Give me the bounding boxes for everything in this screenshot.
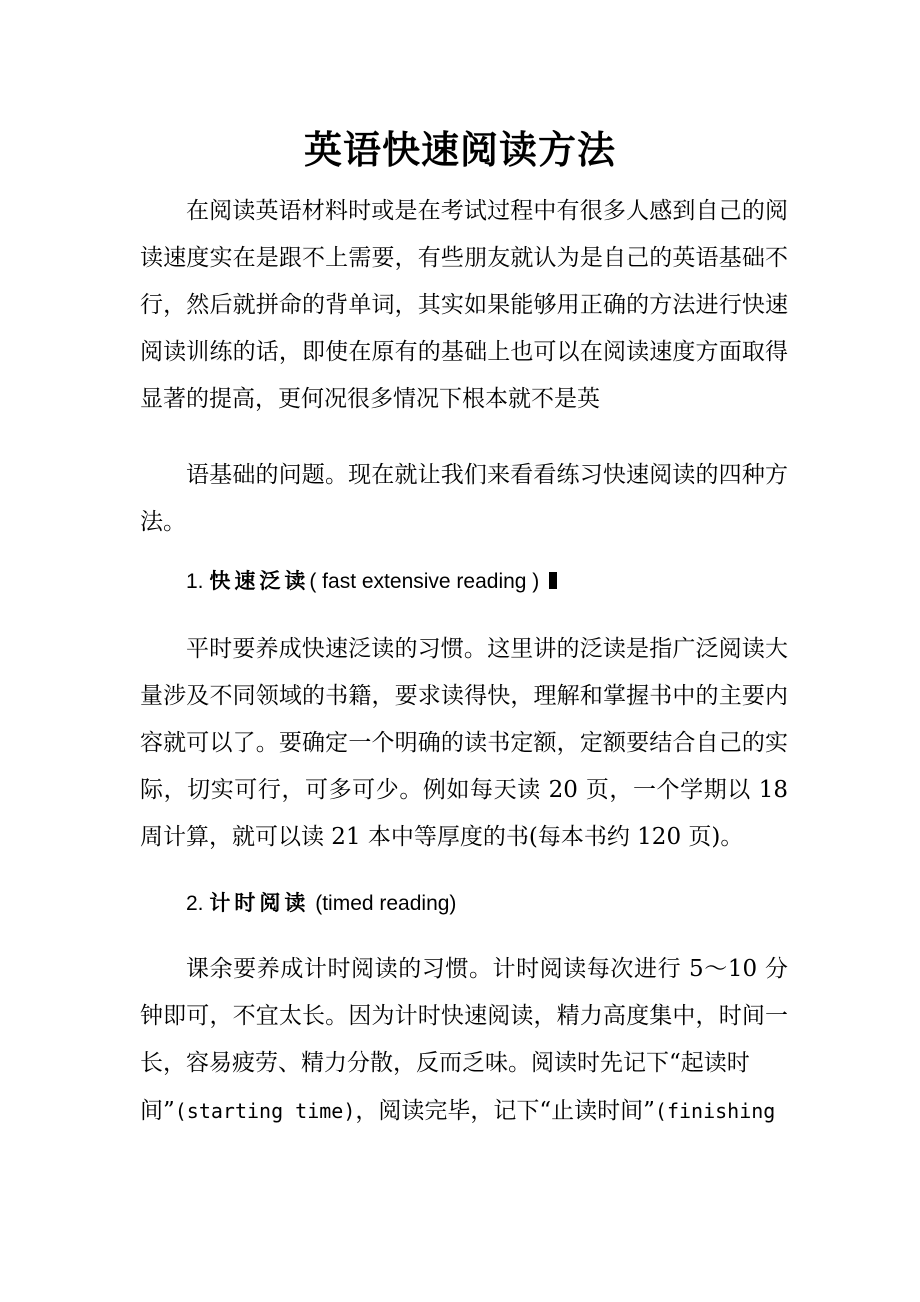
cursor-mark-icon [549,572,557,589]
section-title-en: ( fast extensive reading ) [309,570,540,593]
section-number: 1. [186,570,204,593]
section-title-zh: 计时阅读 [209,892,310,915]
section-title-zh: 快速泛读 [209,570,310,593]
section-1-body: 平时要养成快速泛读的习惯。这里讲的泛读是指广泛阅读大量涉及不同领域的书籍，要求读得快，理解和掌握书中的主要内容就可以了。要确定一个明确的读书定额，定额要结合自己的实际，切实可行，可多可少。例如每天读 20 页，一个学期以 18 周计算，就可以读 21 本中等厚度的书(每本书约 120 页)。 [140,636,788,850]
section-heading-2 [186,884,786,924]
section-heading-1 [186,562,786,602]
intro-paragraph-continued: 语基础的问题。现在就让我们来看看练习快速阅读的四种方法。 [140,462,788,535]
body-text: ，阅读完毕，记下“止读时间” [355,1098,655,1124]
section-2-body: 课余要养成计时阅读的习惯。计时阅读每次进行 5～10 分钟即可，不宜太长。因为计时快速阅读，精力高度集中，时间一长，容易疲劳、精力分散，反而乏味。阅读时先记下“起读时 [140,956,788,1076]
body-text-en: (finishing [654,1099,776,1123]
section-title-en: (timed reading) [315,892,457,915]
body-text-en: (starting time) [174,1099,356,1123]
section-number: 2. [186,892,204,915]
document-title: 英语快速阅读方法 [303,127,616,172]
intro-paragraph: 在阅读英语材料时或是在考试过程中有很多人感到自己的阅读速度实在是跟不上需要，有些朋友就认为是自己的英语基础不行，然后就拼命的背单词，其实如果能够用正确的方法进行快速阅读训练的话，即使在原有的基础上也可以在阅读速度方面取得显著的提高，更何况很多情况下根本就不是英 [140,198,788,412]
section-2-body-continued [140,1088,800,1135]
body-text: 间” [140,1098,175,1124]
